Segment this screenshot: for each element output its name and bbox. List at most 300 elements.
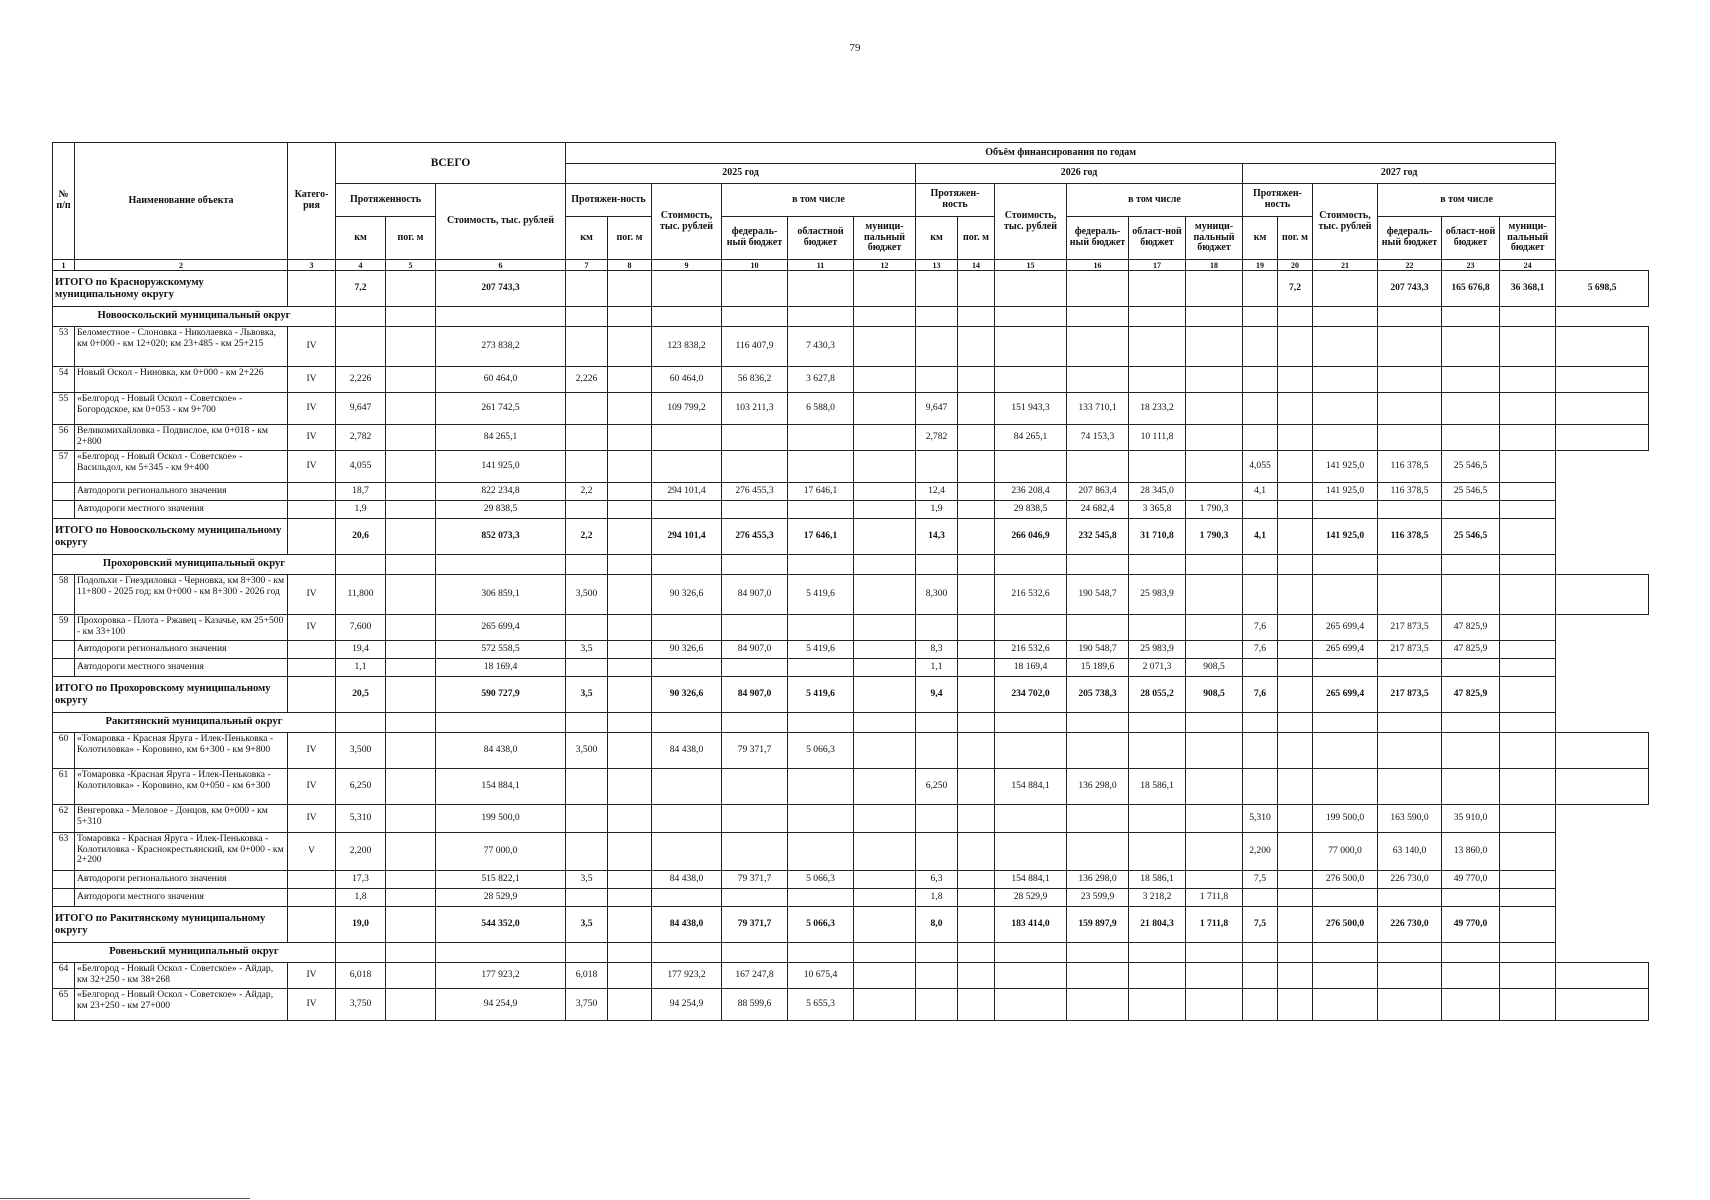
subtotal-value-cell: 572 558,5 xyxy=(436,641,566,659)
subtotal-value-cell xyxy=(958,871,995,889)
object-category: IV xyxy=(288,989,336,1021)
object-value-cell xyxy=(652,615,722,641)
object-value-cell xyxy=(1556,393,1649,425)
subtotal-value-cell: 5 066,3 xyxy=(788,871,854,889)
object-value-cell xyxy=(958,367,995,393)
object-value-cell xyxy=(1556,769,1649,805)
subtotal-label: Автодороги регионального значения xyxy=(75,641,288,659)
object-value-cell xyxy=(1243,327,1278,367)
subtotal-value-cell: 84 438,0 xyxy=(652,871,722,889)
object-value-cell: 56 836,2 xyxy=(722,367,788,393)
subtotal-value-cell xyxy=(1313,659,1378,677)
column-number-cell: 3 xyxy=(288,260,336,271)
col-header-2027-length: Протяжен-ность xyxy=(1243,184,1313,217)
subtotal-value-cell xyxy=(854,889,916,907)
total-value-cell: 14,3 xyxy=(916,519,958,555)
total-label: ИТОГО по Новооскольскому муниципальному округу xyxy=(53,519,288,555)
object-value-cell xyxy=(336,327,386,367)
object-value-cell xyxy=(386,805,436,833)
object-value-cell: 141 925,0 xyxy=(436,451,566,483)
total-value-cell xyxy=(1500,519,1556,555)
object-value-cell xyxy=(566,769,608,805)
total-value-cell: 226 730,0 xyxy=(1378,907,1442,943)
object-value-cell: 77 000,0 xyxy=(1313,833,1378,871)
total-value-cell: 590 727,9 xyxy=(436,677,566,713)
object-name: Великомихайловка - Подвислое, км 0+018 - км 2+800 xyxy=(75,425,288,451)
total-value-cell: 90 326,6 xyxy=(652,677,722,713)
object-value-cell xyxy=(608,769,652,805)
total-value-cell xyxy=(288,907,336,943)
object-value-cell xyxy=(1500,733,1556,769)
subtotal-value-cell xyxy=(386,641,436,659)
subtotal-value-cell: 276 500,0 xyxy=(1313,871,1378,889)
object-value-cell xyxy=(916,963,958,989)
object-value-cell xyxy=(1243,963,1278,989)
object-value-cell: 84 907,0 xyxy=(722,575,788,615)
object-value-cell: 18 586,1 xyxy=(1129,769,1186,805)
district-title: Прохоровский муниципальный округ xyxy=(53,555,336,575)
object-value-cell xyxy=(1278,327,1313,367)
col-header-2025-municipal: муници-пальный бюджет xyxy=(854,217,916,260)
subtotal-value-cell xyxy=(1313,501,1378,519)
object-value-cell: 151 943,3 xyxy=(995,393,1067,425)
total-value-cell xyxy=(1278,677,1313,713)
object-value-cell: 7 430,3 xyxy=(788,327,854,367)
object-value-cell: 6,018 xyxy=(566,963,608,989)
object-value-cell xyxy=(1186,963,1243,989)
total-value-cell: 31 710,8 xyxy=(1129,519,1186,555)
subtotal-value-cell xyxy=(958,501,995,519)
subtotal-label: Автодороги местного значения xyxy=(75,501,288,519)
object-value-cell: 18 233,2 xyxy=(1129,393,1186,425)
subtotal-value-cell xyxy=(854,501,916,519)
col-header-no: № п/п xyxy=(53,143,75,260)
district-title: Ракитянский муниципальный округ xyxy=(53,713,336,733)
empty-cell xyxy=(1278,713,1313,733)
object-value-cell xyxy=(1278,393,1313,425)
subtotal-value-cell xyxy=(288,641,336,659)
subtotal-value-cell xyxy=(1278,659,1313,677)
subtotal-value-cell xyxy=(608,483,652,501)
object-value-cell xyxy=(386,575,436,615)
subtotal-value-cell: 217 873,5 xyxy=(1378,641,1442,659)
object-value-cell: 35 910,0 xyxy=(1442,805,1500,833)
subtotal-value-cell: 8,3 xyxy=(916,641,958,659)
object-value-cell: 5,310 xyxy=(336,805,386,833)
table-row-object xyxy=(53,425,1649,451)
object-value-cell: 116 407,9 xyxy=(722,327,788,367)
page-number: 79 xyxy=(849,42,861,54)
empty-cell xyxy=(958,307,995,327)
object-value-cell xyxy=(958,989,995,1021)
subtotal-label: Автодороги регионального значения xyxy=(75,871,288,889)
column-number-cell: 6 xyxy=(436,260,566,271)
subtotal-value-cell xyxy=(1278,483,1313,501)
subtotal-value-cell: 18 169,4 xyxy=(436,659,566,677)
object-value-cell xyxy=(566,425,608,451)
object-value-cell: 5,310 xyxy=(1243,805,1278,833)
total-value-cell: 1 790,3 xyxy=(1186,519,1243,555)
empty-cell xyxy=(1500,555,1556,575)
col-header-2025-cost: Стоимость, тыс. рублей xyxy=(652,184,722,260)
object-value-cell xyxy=(1067,327,1129,367)
object-value-cell: 90 326,6 xyxy=(652,575,722,615)
object-value-cell xyxy=(1313,989,1378,1021)
subtotal-value-cell xyxy=(1278,889,1313,907)
table-row-sub xyxy=(53,501,1649,519)
object-number: 57 xyxy=(53,451,75,483)
empty-cell xyxy=(1278,555,1313,575)
subtotal-value-cell xyxy=(1278,641,1313,659)
subtotal-value-cell xyxy=(566,889,608,907)
object-number: 54 xyxy=(53,367,75,393)
object-value-cell xyxy=(608,805,652,833)
object-value-cell xyxy=(916,327,958,367)
table-row-sub xyxy=(53,659,1649,677)
object-value-cell: 84 438,0 xyxy=(652,733,722,769)
col-header-total-pogm: пог. м xyxy=(386,217,436,260)
subtotal-value-cell: 141 925,0 xyxy=(1313,483,1378,501)
subtotal-value-cell: 19,4 xyxy=(336,641,386,659)
column-number-cell: 8 xyxy=(608,260,652,271)
subtotal-value-cell: 1,9 xyxy=(336,501,386,519)
object-value-cell xyxy=(854,733,916,769)
object-value-cell xyxy=(652,425,722,451)
table-row-object xyxy=(53,393,1649,425)
empty-cell xyxy=(1243,555,1278,575)
subtotal-value-cell: 1,1 xyxy=(916,659,958,677)
total-value-cell xyxy=(854,519,916,555)
object-value-cell xyxy=(854,769,916,805)
total-value-cell xyxy=(1278,907,1313,943)
object-value-cell xyxy=(608,575,652,615)
empty-cell xyxy=(53,889,75,907)
object-value-cell xyxy=(1278,963,1313,989)
object-value-cell xyxy=(1442,575,1500,615)
object-value-cell: 84 265,1 xyxy=(995,425,1067,451)
object-value-cell: 6,018 xyxy=(336,963,386,989)
table-row-district xyxy=(53,713,1649,733)
total-value-cell: 165 676,8 xyxy=(1442,271,1500,307)
col-header-2027-cost: Стоимость, тыс. рублей xyxy=(1313,184,1378,260)
empty-cell xyxy=(608,307,652,327)
object-value-cell: 133 710,1 xyxy=(1067,393,1129,425)
total-value-cell xyxy=(1186,271,1243,307)
subtotal-value-cell: 515 822,1 xyxy=(436,871,566,889)
object-value-cell xyxy=(854,393,916,425)
object-value-cell: 167 247,8 xyxy=(722,963,788,989)
col-header-2026-federal: федераль-ный бюджет xyxy=(1067,217,1129,260)
total-value-cell: 7,2 xyxy=(1278,271,1313,307)
object-value-cell: 123 838,2 xyxy=(652,327,722,367)
object-number: 64 xyxy=(53,963,75,989)
object-value-cell xyxy=(854,327,916,367)
empty-cell xyxy=(788,307,854,327)
total-value-cell: 7,6 xyxy=(1243,677,1278,713)
object-value-cell xyxy=(1500,615,1556,641)
object-value-cell xyxy=(1313,575,1378,615)
total-value-cell xyxy=(854,677,916,713)
object-value-cell xyxy=(652,833,722,871)
object-value-cell: 9,647 xyxy=(916,393,958,425)
total-value-cell xyxy=(854,271,916,307)
object-value-cell xyxy=(386,833,436,871)
subtotal-value-cell xyxy=(1378,501,1442,519)
total-value-cell xyxy=(386,907,436,943)
subtotal-value-cell: 3,5 xyxy=(566,871,608,889)
empty-cell xyxy=(436,713,566,733)
empty-cell xyxy=(854,943,916,963)
object-value-cell xyxy=(1067,963,1129,989)
object-value-cell xyxy=(1129,989,1186,1021)
object-value-cell xyxy=(1278,451,1313,483)
object-value-cell xyxy=(1378,575,1442,615)
object-value-cell xyxy=(788,615,854,641)
empty-cell xyxy=(722,713,788,733)
empty-cell xyxy=(53,641,75,659)
empty-cell xyxy=(916,307,958,327)
object-number: 65 xyxy=(53,989,75,1021)
object-number: 59 xyxy=(53,615,75,641)
subtotal-value-cell xyxy=(1278,501,1313,519)
object-number: 61 xyxy=(53,769,75,805)
empty-cell xyxy=(854,307,916,327)
object-value-cell: 8,300 xyxy=(916,575,958,615)
object-category: IV xyxy=(288,769,336,805)
subtotal-value-cell: 90 326,6 xyxy=(652,641,722,659)
total-value-cell: 19,0 xyxy=(336,907,386,943)
empty-cell xyxy=(436,943,566,963)
empty-cell xyxy=(53,483,75,501)
empty-cell xyxy=(1442,943,1500,963)
object-value-cell xyxy=(995,989,1067,1021)
object-number: 58 xyxy=(53,575,75,615)
total-value-cell xyxy=(608,519,652,555)
empty-cell xyxy=(995,555,1067,575)
object-value-cell: 2,200 xyxy=(1243,833,1278,871)
object-category: IV xyxy=(288,575,336,615)
object-name: «Белгород - Новый Оскол - Советское» - Айдар, км 32+250 - км 38+268 xyxy=(75,963,288,989)
object-value-cell xyxy=(608,425,652,451)
object-value-cell xyxy=(1129,733,1186,769)
total-value-cell xyxy=(1278,519,1313,555)
col-header-total-cost: Стоимость, тыс. рублей xyxy=(436,184,566,260)
total-value-cell xyxy=(916,271,958,307)
subtotal-value-cell xyxy=(608,871,652,889)
subtotal-value-cell xyxy=(788,501,854,519)
object-value-cell: 7,600 xyxy=(336,615,386,641)
object-value-cell: 109 799,2 xyxy=(652,393,722,425)
column-number-row xyxy=(53,260,1649,271)
object-value-cell xyxy=(995,327,1067,367)
object-value-cell xyxy=(566,393,608,425)
subtotal-value-cell: 1,8 xyxy=(916,889,958,907)
object-value-cell xyxy=(386,769,436,805)
object-value-cell: 261 742,5 xyxy=(436,393,566,425)
total-value-cell: 36 368,1 xyxy=(1500,271,1556,307)
column-number-cell: 22 xyxy=(1378,260,1442,271)
object-value-cell: 60 464,0 xyxy=(436,367,566,393)
empty-cell xyxy=(566,555,608,575)
object-name: Томаровка - Красная Яруга - Илек-Пеньковка - Колотиловка - Краснокрестьянский, км 0+000 - км 2+200 xyxy=(75,833,288,871)
total-value-cell: 141 925,0 xyxy=(1313,519,1378,555)
table-row-object xyxy=(53,575,1649,615)
total-value-cell: 25 546,5 xyxy=(1442,519,1500,555)
table-row-object xyxy=(53,805,1649,833)
col-header-total-km: км xyxy=(336,217,386,260)
col-header-2025-incl: в том числе xyxy=(722,184,916,217)
table-row-total xyxy=(53,519,1649,555)
col-header-category: Катего-рия xyxy=(288,143,336,260)
total-value-cell: 265 699,4 xyxy=(1313,677,1378,713)
object-value-cell xyxy=(722,805,788,833)
empty-cell xyxy=(652,307,722,327)
subtotal-value-cell: 25 546,5 xyxy=(1442,483,1500,501)
object-value-cell: 199 500,0 xyxy=(1313,805,1378,833)
object-value-cell xyxy=(916,733,958,769)
object-value-cell xyxy=(722,451,788,483)
object-value-cell xyxy=(1442,769,1500,805)
subtotal-value-cell xyxy=(652,501,722,519)
object-value-cell xyxy=(916,367,958,393)
object-value-cell: 9,647 xyxy=(336,393,386,425)
object-value-cell xyxy=(1186,367,1243,393)
table-row-total xyxy=(53,907,1649,943)
total-value-cell: 183 414,0 xyxy=(995,907,1067,943)
object-value-cell xyxy=(1378,989,1442,1021)
object-value-cell xyxy=(1556,425,1649,451)
object-value-cell: 77 000,0 xyxy=(436,833,566,871)
table-row-district xyxy=(53,943,1649,963)
object-value-cell xyxy=(1129,451,1186,483)
total-value-cell: 21 804,3 xyxy=(1129,907,1186,943)
total-value-cell: 49 770,0 xyxy=(1442,907,1500,943)
table-row-sub xyxy=(53,483,1649,501)
subtotal-value-cell: 29 838,5 xyxy=(436,501,566,519)
subtotal-value-cell: 7,6 xyxy=(1243,641,1278,659)
subtotal-value-cell: 226 730,0 xyxy=(1378,871,1442,889)
object-value-cell xyxy=(1243,425,1278,451)
object-value-cell xyxy=(1442,733,1500,769)
subtotal-value-cell xyxy=(386,871,436,889)
empty-cell xyxy=(788,943,854,963)
object-value-cell: 3 627,8 xyxy=(788,367,854,393)
object-value-cell xyxy=(1129,805,1186,833)
col-header-2026-length: Протяжен-ность xyxy=(916,184,995,217)
object-value-cell: 136 298,0 xyxy=(1067,769,1129,805)
object-value-cell xyxy=(1556,989,1649,1021)
object-value-cell: 84 265,1 xyxy=(436,425,566,451)
subtotal-value-cell: 25 983,9 xyxy=(1129,641,1186,659)
subtotal-value-cell xyxy=(608,659,652,677)
object-value-cell: 13 860,0 xyxy=(1442,833,1500,871)
object-value-cell xyxy=(1442,425,1500,451)
object-value-cell: 217 873,5 xyxy=(1378,615,1442,641)
object-value-cell xyxy=(1067,615,1129,641)
object-value-cell xyxy=(386,989,436,1021)
object-name: «Белгород - Новый Оскол - Советское» - Богородское, км 0+053 - км 9+700 xyxy=(75,393,288,425)
subtotal-value-cell: 7,5 xyxy=(1243,871,1278,889)
object-value-cell xyxy=(386,367,436,393)
subtotal-value-cell: 822 234,8 xyxy=(436,483,566,501)
total-value-cell: 28 055,2 xyxy=(1129,677,1186,713)
object-value-cell: 6,250 xyxy=(336,769,386,805)
column-number-cell: 9 xyxy=(652,260,722,271)
subtotal-value-cell: 47 825,9 xyxy=(1442,641,1500,659)
empty-cell xyxy=(995,307,1067,327)
subtotal-value-cell: 1,9 xyxy=(916,501,958,519)
object-value-cell xyxy=(995,805,1067,833)
object-value-cell xyxy=(854,833,916,871)
empty-cell xyxy=(1313,307,1378,327)
object-value-cell xyxy=(1500,769,1556,805)
total-value-cell xyxy=(958,907,995,943)
object-value-cell xyxy=(1313,769,1378,805)
column-number-cell: 16 xyxy=(1067,260,1129,271)
object-value-cell xyxy=(608,733,652,769)
object-value-cell xyxy=(854,367,916,393)
empty-cell xyxy=(1500,943,1556,963)
table-row-total xyxy=(53,271,1649,307)
object-value-cell xyxy=(1500,805,1556,833)
empty-cell xyxy=(336,307,386,327)
object-value-cell: 74 153,3 xyxy=(1067,425,1129,451)
col-header-total: ВСЕГО xyxy=(336,143,566,184)
object-value-cell: 2,226 xyxy=(336,367,386,393)
object-value-cell xyxy=(958,425,995,451)
subtotal-value-cell: 265 699,4 xyxy=(1313,641,1378,659)
total-value-cell: 17 646,1 xyxy=(788,519,854,555)
object-value-cell: 3,500 xyxy=(566,575,608,615)
total-value-cell xyxy=(854,907,916,943)
object-value-cell xyxy=(1378,769,1442,805)
subtotal-value-cell xyxy=(1500,501,1556,519)
object-name: Беломестное - Слоновка - Николаевка - Львовка, км 0+000 - км 12+020; км 23+485 - км 25+215 xyxy=(75,327,288,367)
subtotal-value-cell xyxy=(1186,641,1243,659)
subtotal-value-cell: 6,3 xyxy=(916,871,958,889)
subtotal-value-cell: 17,3 xyxy=(336,871,386,889)
col-header-year-2026: 2026 год xyxy=(916,164,1243,184)
object-value-cell xyxy=(958,833,995,871)
object-value-cell xyxy=(1313,327,1378,367)
object-value-cell: 2,782 xyxy=(336,425,386,451)
object-value-cell xyxy=(1129,327,1186,367)
object-name: Прохоровка - Плота - Ржавец - Казачье, км 25+500 - км 33+100 xyxy=(75,615,288,641)
empty-cell xyxy=(854,713,916,733)
total-value-cell xyxy=(958,271,995,307)
total-value-cell: 9,4 xyxy=(916,677,958,713)
subtotal-value-cell xyxy=(788,889,854,907)
object-number: 63 xyxy=(53,833,75,871)
object-value-cell xyxy=(1186,833,1243,871)
subtotal-value-cell xyxy=(958,889,995,907)
object-value-cell: 94 254,9 xyxy=(436,989,566,1021)
empty-cell xyxy=(722,307,788,327)
empty-cell xyxy=(1313,713,1378,733)
object-value-cell xyxy=(1556,963,1649,989)
object-value-cell: 84 438,0 xyxy=(436,733,566,769)
column-number-cell: 10 xyxy=(722,260,788,271)
column-number-cell: 24 xyxy=(1500,260,1556,271)
object-value-cell xyxy=(1556,327,1649,367)
empty-cell xyxy=(1313,555,1378,575)
total-label: ИТОГО по Прохоровскому муниципальному округу xyxy=(53,677,288,713)
object-value-cell xyxy=(1067,733,1129,769)
object-value-cell xyxy=(1500,833,1556,871)
empty-cell xyxy=(1500,713,1556,733)
subtotal-value-cell xyxy=(566,501,608,519)
object-value-cell xyxy=(1067,805,1129,833)
